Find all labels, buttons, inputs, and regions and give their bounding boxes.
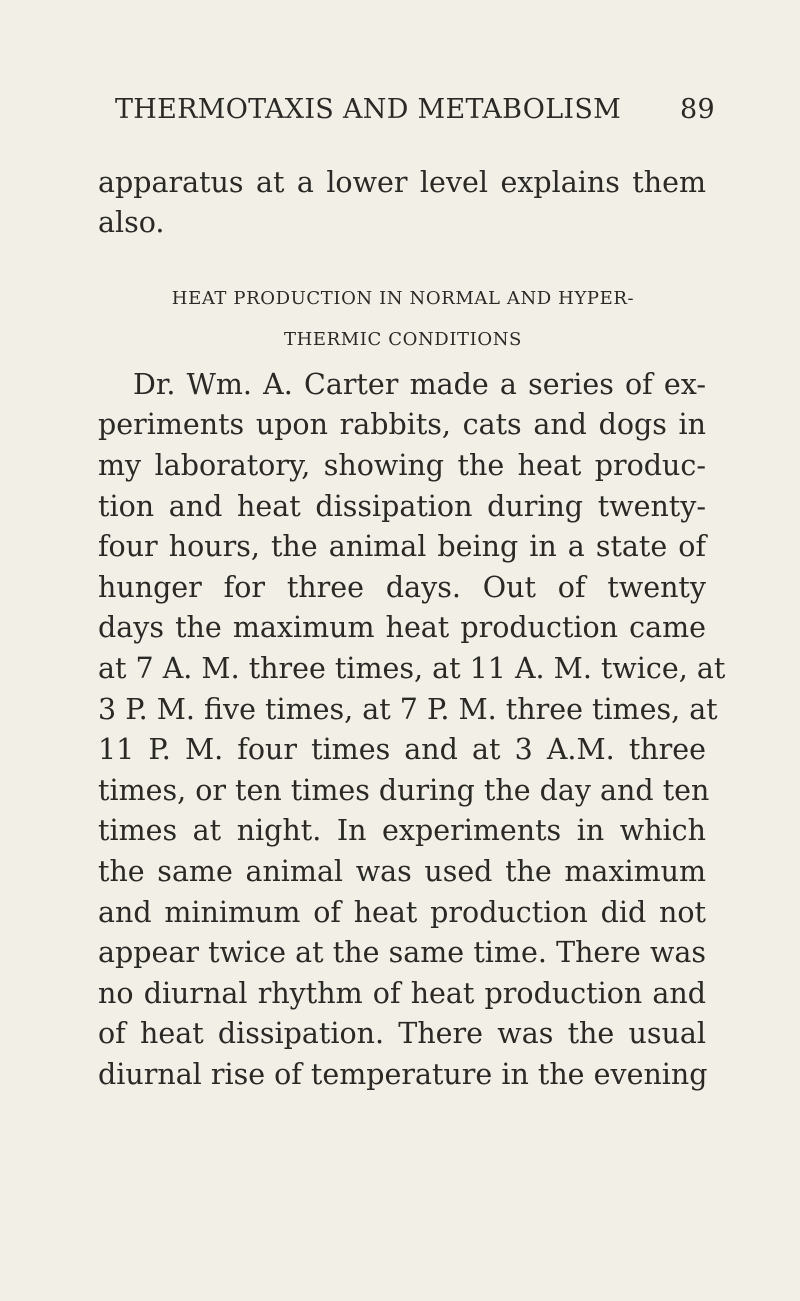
text-line: and minimum of heat production did not — [98, 896, 706, 929]
text-line: days the maximum heat production came — [98, 611, 706, 644]
text-line: apparatus at a lower level explains them — [98, 166, 706, 199]
running-head — [115, 94, 715, 134]
page-number: 89 — [680, 94, 715, 125]
text-line: the same animal was used the maximum — [98, 855, 706, 888]
text-line: also. — [98, 206, 165, 239]
text-line: 11 P. M. four times and at 3 A.M. three — [98, 733, 706, 766]
text-line: at 7 A. M. three times, at 11 A. M. twice, at — [98, 652, 726, 685]
text-line: tion and heat dissipation during twenty- — [98, 490, 706, 523]
text-line: my laboratory, showing the heat produc- — [98, 449, 706, 482]
text-line: diurnal rise of temperature in the evening — [98, 1058, 708, 1091]
text-line: no diurnal rhythm of heat production and — [98, 977, 706, 1010]
text-line: times, or ten times during the day and ten — [98, 774, 710, 807]
text-line: appear twice at the same time. There was — [98, 936, 706, 969]
text-line: Dr. Wm. A. Carter made a series of ex- — [133, 368, 706, 401]
text-line: times at night. In experiments in which — [98, 814, 706, 847]
section-heading-line: HEAT PRODUCTION IN NORMAL AND HYPER- — [171, 288, 635, 309]
text-line: four hours, the animal being in a state of — [98, 530, 706, 563]
text-line: periments upon rabbits, cats and dogs in — [98, 408, 706, 441]
running-head-title: THERMOTAXIS AND METABOLISM — [115, 94, 622, 125]
section-heading-line: THERMIC CONDITIONS — [283, 329, 522, 350]
text-line: 3 P. M. five times, at 7 P. M. three times, at — [98, 693, 718, 726]
text-line: of heat dissipation. There was the usual — [98, 1017, 706, 1050]
text-line: hunger for three days. Out of twenty — [98, 571, 706, 604]
